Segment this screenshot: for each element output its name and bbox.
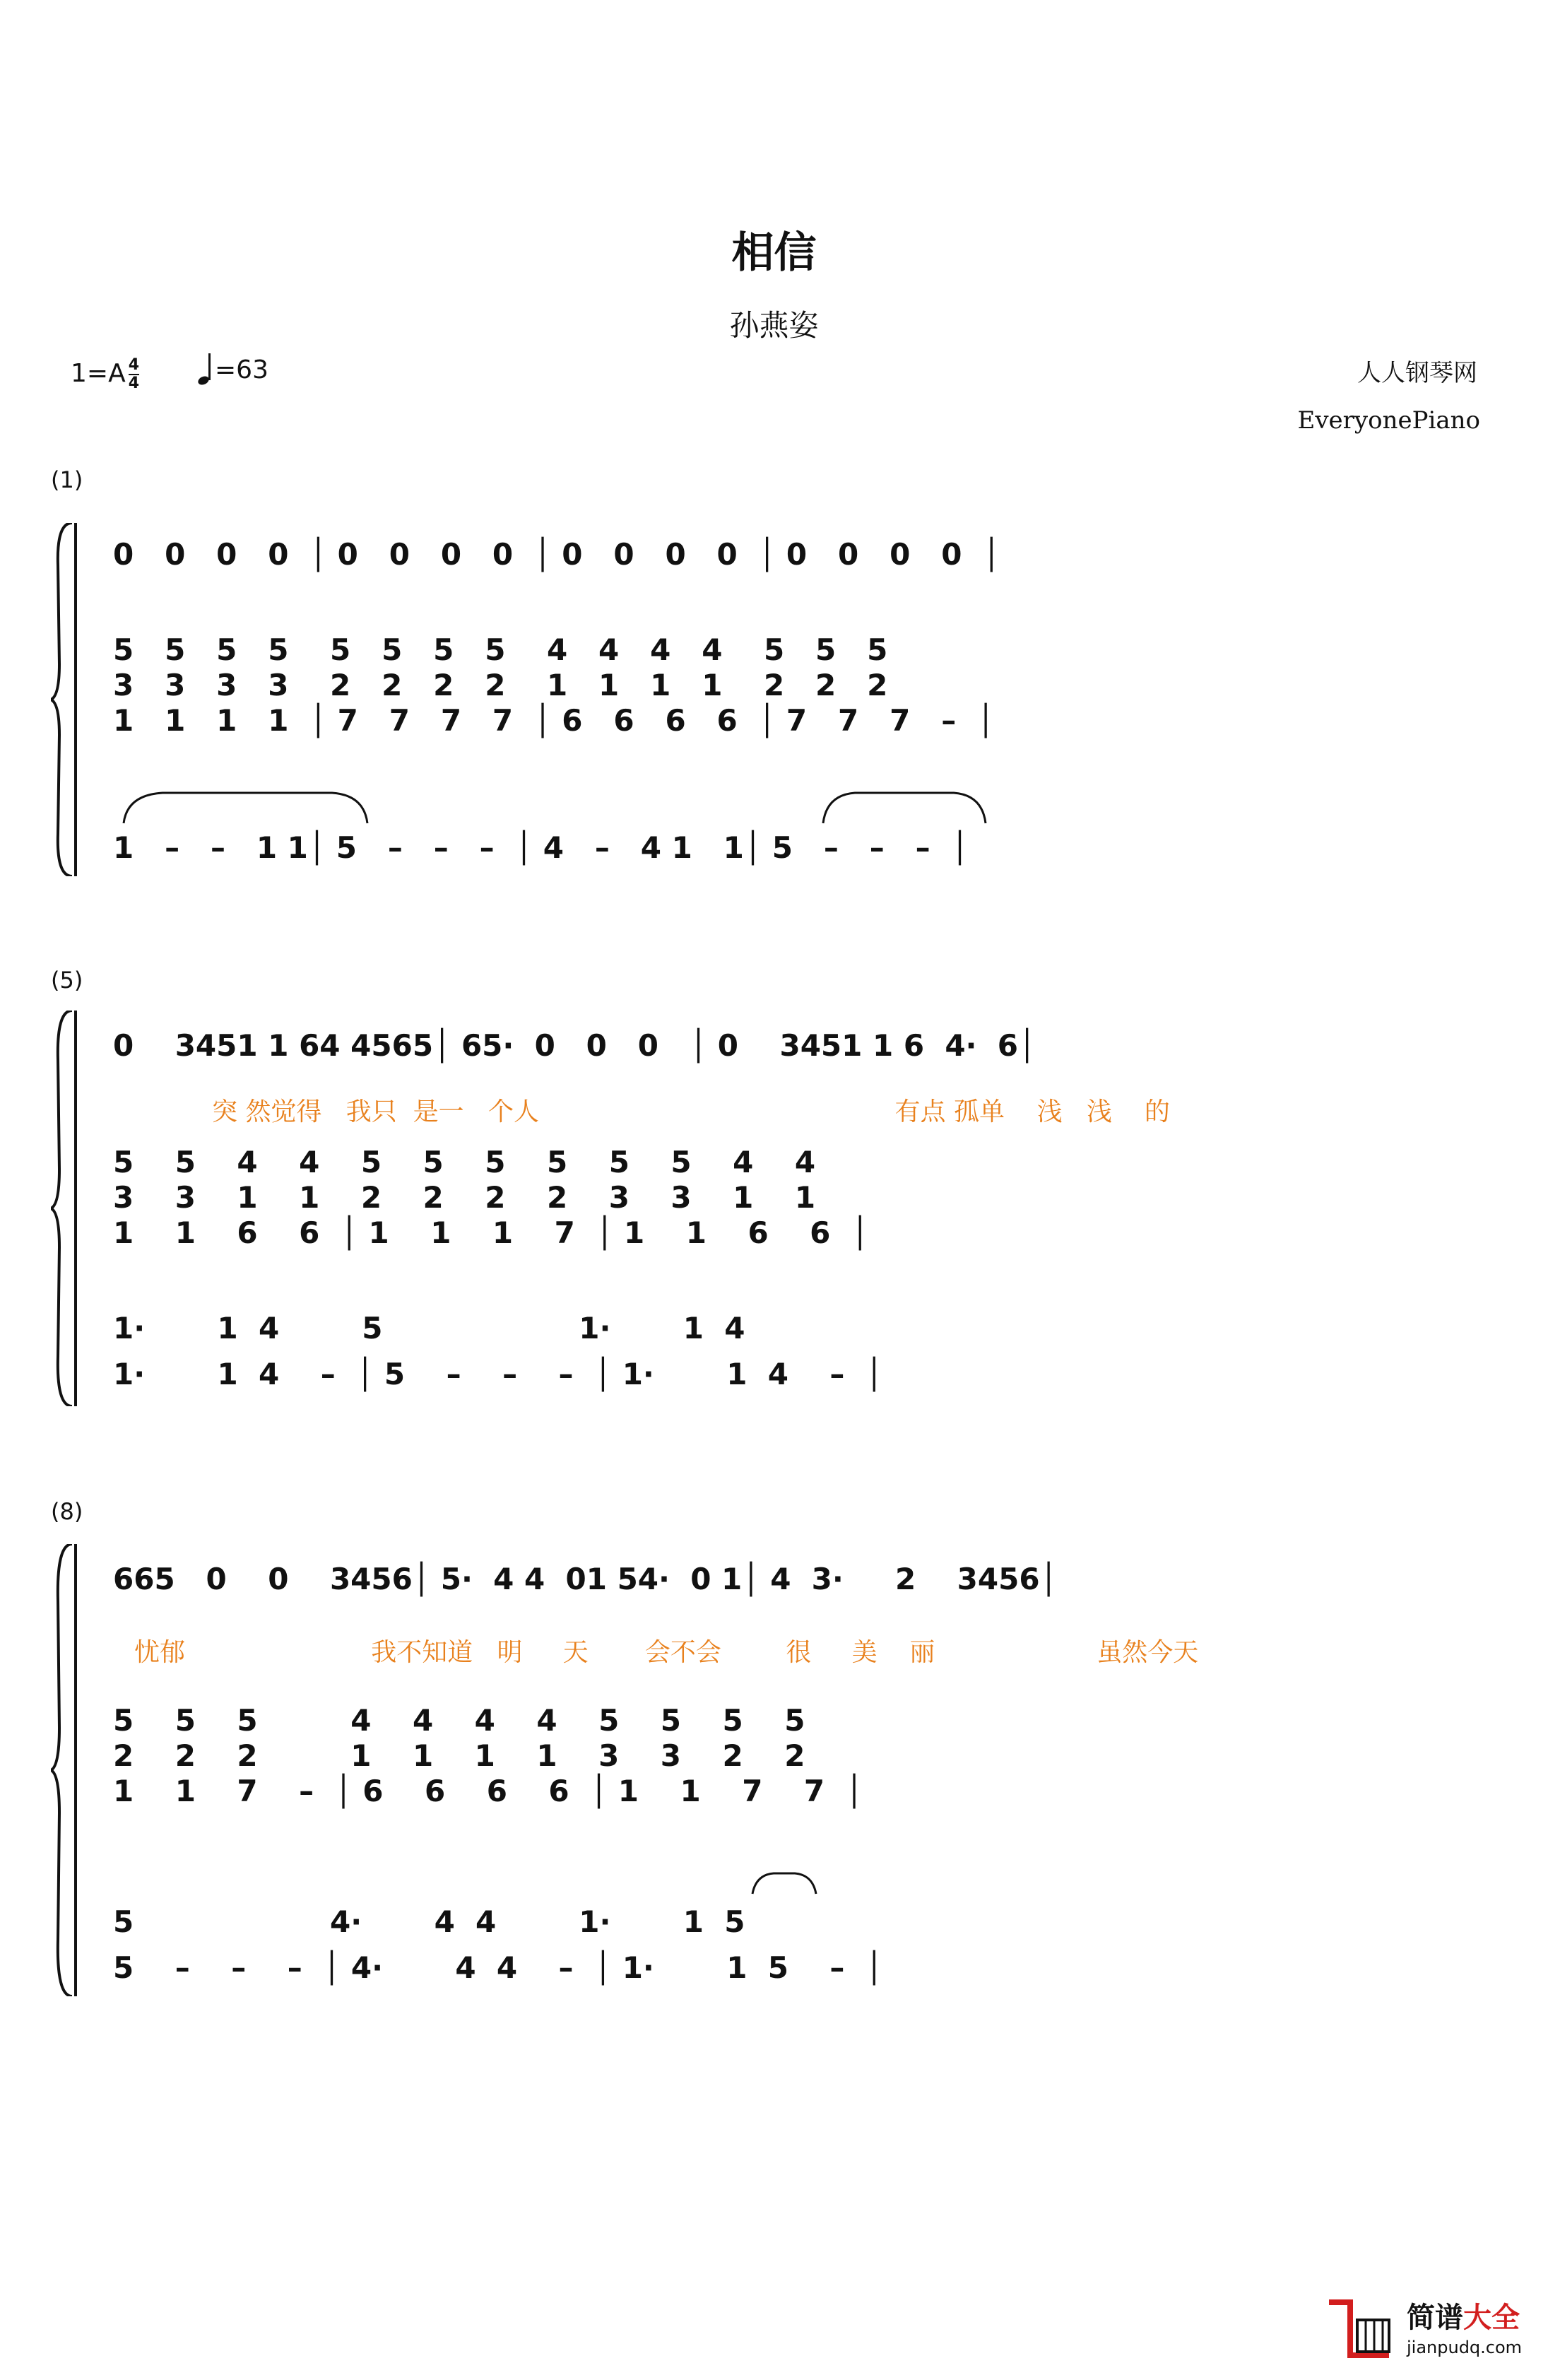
melody-line: 0 3451 1 64 4565│ 65· 0 0 0 │ 0 3451 1 6 4· 6│ <box>113 1028 1036 1063</box>
song-title: 相信 <box>731 228 817 278</box>
measure-number: (1) <box>51 466 83 493</box>
bass-line: 1 – – 1 1│ 5 – – – │ 4 – 4 1 1│ 5 – – – │ <box>113 830 969 865</box>
melody-line: 0 0 0 0 │ 0 0 0 0 │ 0 0 0 0 │ 0 0 0 0 │ <box>113 537 1000 572</box>
lyrics-line: 突 然觉得 我只 是一 个人 有点 孤单 浅 浅 的 <box>212 1097 1170 1126</box>
piano-logo-icon <box>1322 2288 1400 2366</box>
chord-bottom-line: 1 1 7 – │ 6 6 6 6 │ 1 1 7 7 │ <box>113 1774 863 1808</box>
key-label: 1=A <box>71 359 126 388</box>
tie-icon <box>820 784 989 827</box>
key-signature <box>71 357 139 392</box>
watermark-logo <box>1322 2288 1534 2373</box>
composer-name: 孙燕姿 <box>729 308 819 343</box>
chord-mid-line: 3 3 3 3 2 2 2 2 1 1 1 1 2 2 2 <box>113 668 888 702</box>
system-barline <box>74 1011 77 1406</box>
system-barline <box>74 1544 77 1996</box>
watermark-url: jianpudq.com <box>1407 2338 1523 2357</box>
chord-mid-line: 2 2 2 1 1 1 1 3 3 2 2 <box>113 1738 805 1773</box>
tempo-value: =63 <box>215 355 268 384</box>
chord-mid-line: 3 3 1 1 2 2 2 2 3 3 1 1 <box>113 1180 816 1215</box>
tie-icon <box>749 1869 820 1897</box>
bass-line: 1· 1 4 – │ 5 – – – │ 1· 1 4 – │ <box>113 1357 883 1391</box>
chord-top-line: 5 5 5 5 5 5 5 5 4 4 4 4 5 5 5 <box>113 632 888 667</box>
site-name-en: EveryonePiano <box>1297 406 1480 435</box>
melody-line: 665 0 0 3456│ 5· 4 4 01 54· 0 1│ 4 3· 2 3456│ <box>113 1562 1058 1596</box>
measure-number: (8) <box>51 1498 83 1525</box>
watermark-text: 简谱大全 <box>1407 2302 1520 2334</box>
tempo-marking <box>198 353 268 384</box>
chord-top-line: 5 5 5 4 4 4 4 5 5 5 5 <box>113 1703 805 1738</box>
chord-bottom-line: 1 1 6 6 │ 1 1 1 7 │ 1 1 6 6 │ <box>113 1215 869 1250</box>
site-name-cn: 人人钢琴网 <box>1357 359 1477 387</box>
measure-number: (5) <box>51 967 83 994</box>
chord-top-line: 5 5 4 4 5 5 5 5 5 5 4 4 <box>113 1145 816 1179</box>
bass-line: 5 – – – │ 4· 4 4 – │ 1· 1 5 – │ <box>113 1950 883 1985</box>
quarter-note-icon <box>198 353 211 384</box>
chord-bottom-line: 1 1 1 1 │ 7 7 7 7 │ 6 6 6 6 │ 7 7 7 – │ <box>113 703 995 738</box>
lyrics-line: 忧郁 我不知道 明 天 会不会 很 美 丽 虽然今天 <box>134 1638 1199 1667</box>
bass-top-line: 5 4· 4 4 1· 1 5 <box>113 1904 745 1939</box>
system-barline <box>74 523 77 876</box>
time-signature: $\frac{4}{4}$ <box>128 356 140 392</box>
bass-top-line: 1· 1 4 5 1· 1 4 <box>113 1311 745 1345</box>
tie-icon <box>120 784 374 827</box>
